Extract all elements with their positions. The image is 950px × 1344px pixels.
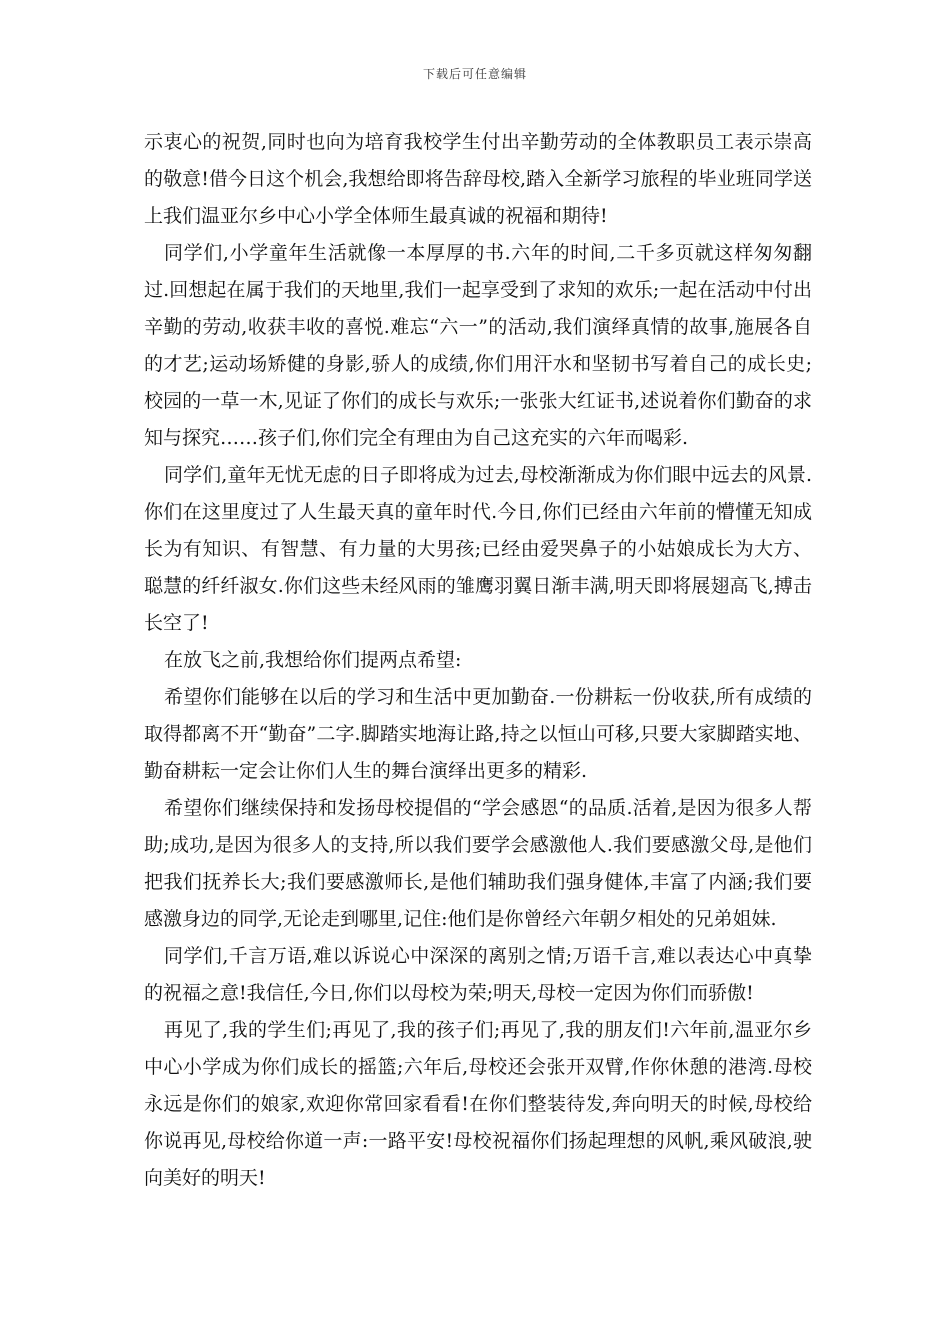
paragraph-hope-diligence: 希望你们能够在以后的学习和生活中更加勤奋.一份耕耘一份收获,所有成绩的取得都离不开“勤奋”二字.脚踏实地海让路,持之以恒山可移,只要大家脚踏实地、勤奋耕耘一定会让你们人生的舞台演绎出更多的精彩. [144, 686, 812, 782]
paragraph-goodbye: 再见了,我的学生们;再见了,我的孩子们;再见了,我的朋友们!六年前,温亚尔乡中心小学成为你们成长的摇篮;六年后,母校还会张开双臂,作你休憩的港湾.母校永远是你们的娘家,欢迎你常回家看看!在你们整装待发,奔向明天的时候,母校给你说再见,母校给你道一声:一路平安!母校祝福你们扬起理想的风帆,乘风破浪,驶向美好的明天! [144, 1019, 812, 1189]
paragraph-childhood-book: 同学们,小学童年生活就像一本厚厚的书.六年的时间,二千多页就这样匆匆翻过.回想起在属于我们的天地里,我们一起享受到了求知的欢乐;一起在活动中付出辛勤的劳动,收获丰收的喜悦.难忘“六一”的活动,我们演绎真情的故事,施展各自的才艺;运动场矫健的身影,骄人的成绩,你们用汗水和坚韧书写着自己的成长史;校园的一草一木,见证了你们的成长与欢乐;一张张大红证书,述说着你们勤奋的求知与探究……孩子们,你们完全有理由为自己这充实的六年而喝彩. [144, 242, 812, 449]
paragraph-hope-gratitude: 希望你们继续保持和发扬母校提倡的“学会感恩“的品质.活着,是因为很多人帮助;成功,是因为很多人的支持,所以我们要学会感激他人.我们要感激父母,是他们把我们抚养长大;我们要感激师长,是他们辅助我们强身健体,丰富了内涵;我们要感激身边的同学,无论走到哪里,记住:他们是你曾经六年朝夕相处的兄弟姐妹. [144, 797, 812, 930]
page-header: 下载后可任意编辑 [422, 67, 527, 81]
paragraph-two-hopes-intro: 在放飞之前,我想给你们提两点希望: [164, 649, 462, 671]
paragraph-growing-up: 同学们,童年无忧无虑的日子即将成为过去,母校渐渐成为你们眼中远去的风景.你们在这里度过了人生最天真的童年时代.今日,你们已经由六年前的懵懂无知成长为有知识、有智慧、有力量的大男孩;已经由爱哭鼻子的小姑娘成长为大方、聪慧的纤纤淑女.你们这些未经风雨的雏鹰羽翼日渐丰满,明天即将展翅高飞,搏击长空了! [144, 464, 812, 634]
document-body [144, 124, 812, 1197]
paragraph-farewell-feelings: 同学们,千言万语,难以诉说心中深深的离别之情;万语千言,难以表达心中真挚的祝福之意!我信任,今日,你们以母校为荣;明天,母校一定因为你们而骄傲! [144, 945, 812, 1004]
paragraph-continuation: 示衷心的祝贺,同时也向为培育我校学生付出辛勤劳动的全体教职员工表示崇高的敬意!借今日这个机会,我想给即将告辞母校,踏入全新学习旅程的毕业班同学送上我们温亚尔乡中心小学全体师生最真诚的祝福和期待! [144, 131, 812, 227]
